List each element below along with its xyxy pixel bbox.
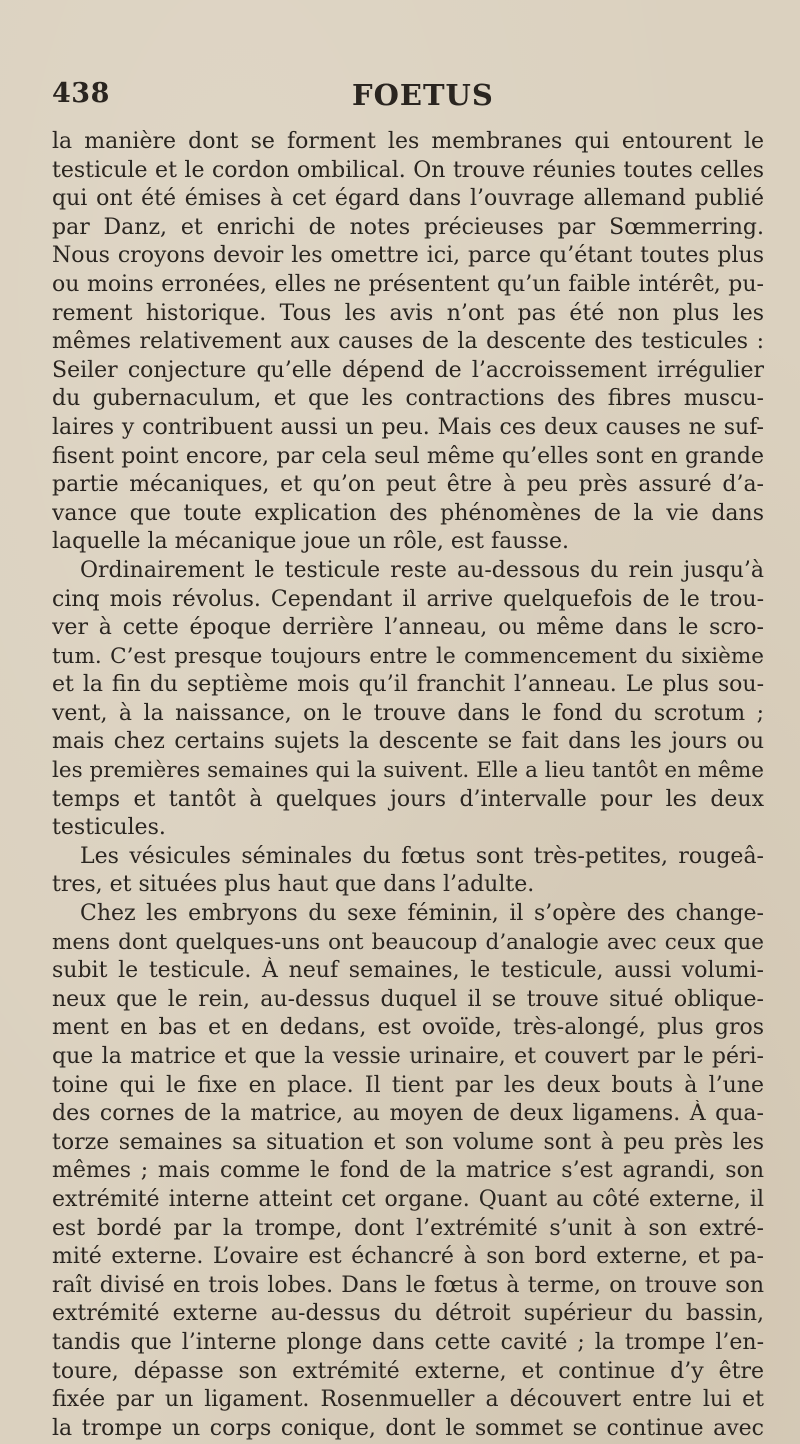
text-line: tum. C’est presque toujours entre le commencement du sixième [52,643,764,669]
text-line: vent, à la naissance, on le trouve dans le fond du scrotum ; [52,700,764,726]
paragraph-start-line: Chez les embryons du sexe féminin, il s’opère des change- [80,901,764,927]
text-line: des cornes de la matrice, au moyen de deux ligamens. À qua- [52,1101,764,1127]
text-line: rement historique. Tous les avis n’ont pas été non plus les [52,300,764,326]
text-line: que la matrice et que la vessie urinaire, et couvert par le péri- [52,1044,764,1069]
text-line: Nous croyons devoir les omettre ici, parce qu’étant toutes plus [52,243,764,269]
text-line: mité externe. L’ovaire est échancré à son bord externe, et pa- [52,1244,764,1270]
text-line: est bordé par la trompe, dont l’extrémité s’unit à son extré- [52,1215,764,1241]
text-line: raît divisé en trois lobes. Dans le fœtus à terme, on trouve son [52,1272,764,1298]
running-title: FOETUS [352,78,494,112]
text-line: temps et tantôt à quelques jours d’intervalle pour les deux [52,786,764,812]
text-line: fixée par un ligament. Rosenmueller a découvert entre lui et [52,1387,764,1413]
text-line: mêmes ; mais comme le fond de la matrice s’est agrandi, son [52,1158,764,1184]
text-line: mais chez certains sujets la descente se fait dans les jours ou [52,729,764,755]
text-line: ment en bas et en dedans, est ovoïde, très-alongé, plus gros [52,1015,764,1041]
text-line: la manière dont se forment les membranes qui entourent le [52,129,764,154]
text-line: les premières semaines qui la suivent. Elle a lieu tantôt en même [52,758,764,784]
text-line: toure, dépasse son extrémité externe, et continue d’y être [52,1358,764,1384]
text-line: neux que le rein, au-dessus duquel il se trouve situé oblique- [52,986,764,1012]
text-line: laquelle la mécanique joue un rôle, est fausse. [52,529,569,555]
text-line: toine qui le fixe en place. Il tient par les deux bouts à l’une [52,1072,764,1098]
text-line: testicule et le cordon ombilical. On trouve réunies toutes celles [52,157,764,183]
paragraph-start-line: Ordinairement le testicule reste au-dessous du rein jusqu’à [80,557,764,583]
text-line: vance que toute explication des phénomènes de la vie dans [52,500,764,526]
text-line: testicules. [52,815,166,841]
text-line: tres, et situées plus haut que dans l’adulte. [52,872,535,898]
text-line: extrémité externe au-dessus du détroit supérieur du bassin, [52,1301,764,1327]
text-line: ver à cette époque derrière l’anneau, ou même dans le scro- [52,615,764,641]
text-line: la trompe un corps conique, dont le sommet se continue avec [52,1415,764,1441]
text-line: ou moins erronées, elles ne présentent qu’un faible intérêt, pu- [52,271,764,297]
text-line: mens dont quelques-uns ont beaucoup d’analogie avec ceux que [52,929,764,955]
text-line: torze semaines sa situation et son volume sont à peu près les [52,1129,764,1155]
paragraph-start-line: Les vésicules séminales du fœtus sont très-petites, rougeâ- [80,843,764,869]
page-header [52,78,752,114]
text-line: subit le testicule. À neuf semaines, le testicule, aussi volumi- [52,958,764,984]
page-number: 438 [52,78,110,109]
text-line: du gubernaculum, et que les contractions des fibres muscu- [52,386,764,412]
text-line: tandis que l’interne plonge dans cette cavité ; la trompe l’en- [52,1329,764,1355]
text-line: partie mécaniques, et qu’on peut être à peu près assuré d’a- [52,472,764,498]
text-line: fisent point encore, par cela seul même qu’elles sont en grande [52,443,764,469]
text-line: mêmes relativement aux causes de la descente des testicules : [52,329,764,355]
body-text [52,128,764,1443]
text-line: Seiler conjecture qu’elle dépend de l’accroissement irrégulier [52,357,764,383]
text-line: laires y contribuent aussi un peu. Mais ces deux causes ne suf- [52,414,764,440]
text-line: et la fin du septième mois qu’il franchit l’anneau. Le plus sou- [52,672,764,698]
text-line: par Danz, et enrichi de notes précieuses par Sœmmerring. [52,214,764,240]
text-line: qui ont été émises à cet égard dans l’ouvrage allemand publié [52,186,764,212]
text-line: extrémité interne atteint cet organe. Quant au côté externe, il [52,1186,764,1212]
text-line: cinq mois révolus. Cependant il arrive quelquefois de le trou- [52,586,764,612]
